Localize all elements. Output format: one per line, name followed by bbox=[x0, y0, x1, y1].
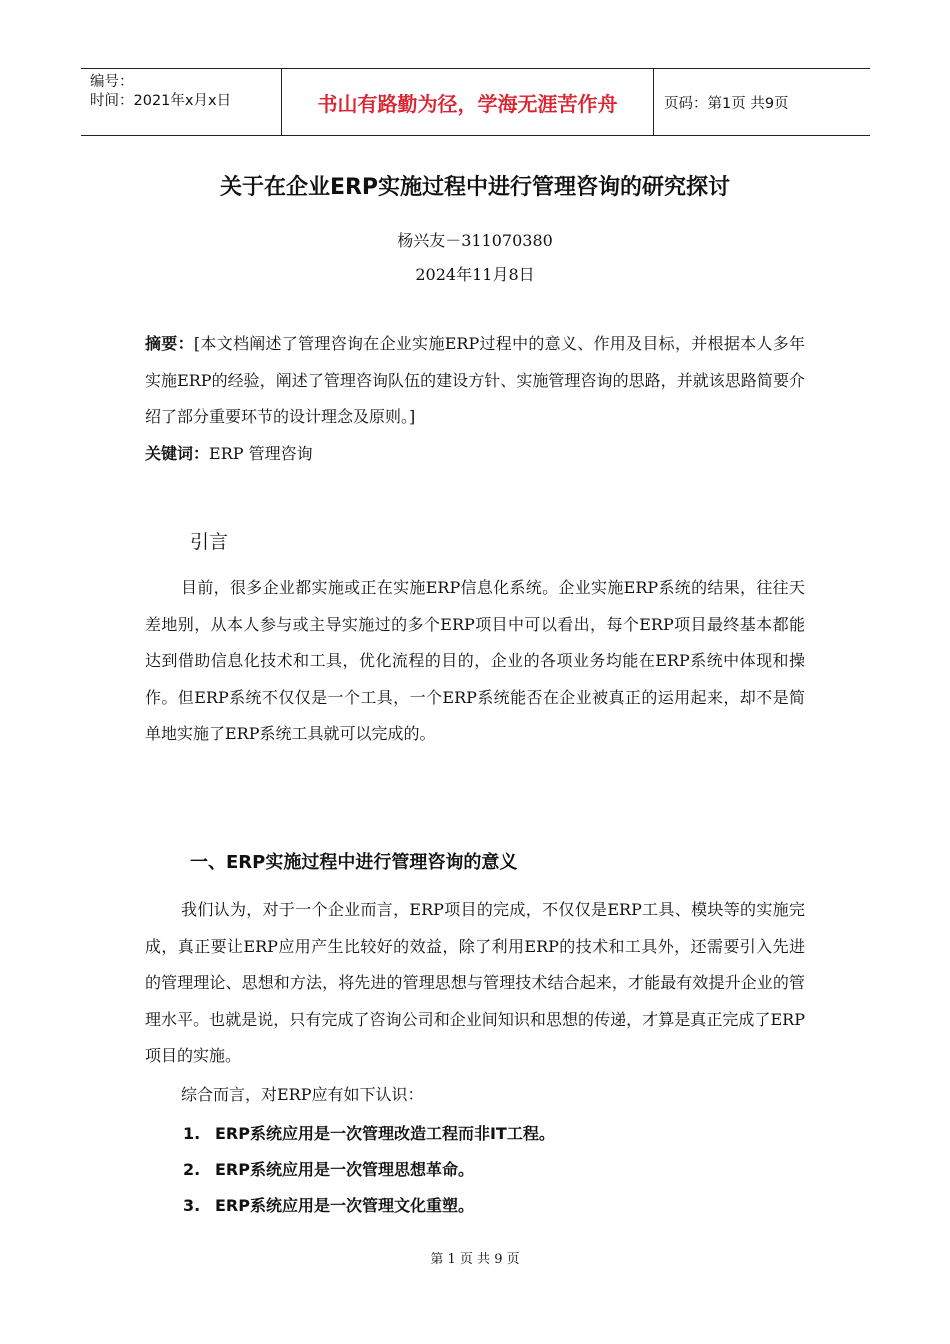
abstract-text: [本文档阐述了管理咨询在企业实施ERP过程中的意义、作用及目标，并根据本人多年实施ERP的经验，阐述了管理咨询队伍的建设方针、实施管理咨询的思路，并就该思路简要介绍了部分重要环节的设计理念及原则。] bbox=[145, 334, 805, 426]
list-item-number: 3. bbox=[183, 1196, 201, 1215]
intro-paragraph: 目前，很多企业都实施或正在实施ERP信息化系统。企业实施ERP系统的结果，往往天差地别，从本人参与或主导实施过的多个ERP项目中可以看出，每个ERP项目最终基本都能达到借助信息化技术和工具，优化流程的目的，企业的各项业务均能在ERP系统中体现和操作。但ERP系统不仅仅是一个工具，一个ERP系统能否在企业被真正的运用起来，却不是简单地实施了ERP系统工具就可以完成的。 bbox=[145, 578, 805, 743]
header-motto: 书山有路勤为径，学海无涯苦作舟 bbox=[282, 69, 654, 135]
section1-paragraph2: 综合而言，对ERP应有如下认识： bbox=[181, 1085, 424, 1104]
author-line: 杨兴友－311070380 bbox=[397, 231, 553, 250]
date-line: 2024年11月8日 bbox=[415, 265, 535, 284]
list-item-number: 1. bbox=[183, 1124, 201, 1143]
section1-heading: 一、ERP实施过程中进行管理咨询的意义 bbox=[190, 852, 518, 873]
list-item bbox=[183, 1157, 474, 1180]
list-item bbox=[183, 1193, 474, 1216]
page-footer: 第 1 页 共 9 页 bbox=[430, 1252, 520, 1267]
abstract-label: 摘要： bbox=[145, 334, 194, 353]
keywords-label: 关键词： bbox=[145, 444, 210, 463]
time-label: 时间：2021年x月x日 bbox=[90, 93, 232, 109]
section1-paragraph1: 我们认为，对于一个企业而言，ERP项目的完成，不仅仅是ERP工具、模块等的实施完成，真正要让ERP应用产生比较好的效益，除了利用ERP的技术和工具外，还需要引入先进的管理理论、思想和方法，将先进的管理思想与管理技术结合起来，才能最有效提升企业的管理水平。也就是说，只有完成了咨询公司和企业间知识和思想的传递，才算是真正完成了ERP项目的实施。 bbox=[145, 900, 805, 1065]
keywords-text: ERP 管理咨询 bbox=[209, 444, 313, 463]
abstract bbox=[145, 326, 805, 436]
header-meta-cell bbox=[81, 69, 282, 135]
document-header bbox=[81, 68, 870, 136]
list-item-text: ERP系统应用是一次管理文化重塑。 bbox=[215, 1196, 474, 1215]
list-item-text: ERP系统应用是一次管理改造工程而非IT工程。 bbox=[215, 1124, 555, 1143]
list-item-text: ERP系统应用是一次管理思想革命。 bbox=[215, 1160, 474, 1179]
list-item-number: 2. bbox=[183, 1160, 201, 1179]
list-item bbox=[183, 1121, 555, 1144]
header-page-info: 页码：第1页 共9页 bbox=[664, 95, 789, 112]
keywords bbox=[145, 436, 805, 473]
number-label: 编号： bbox=[90, 74, 134, 90]
intro-heading: 引言 bbox=[190, 531, 229, 553]
document-title: 关于在企业ERP实施过程中进行管理咨询的研究探讨 bbox=[219, 175, 731, 200]
